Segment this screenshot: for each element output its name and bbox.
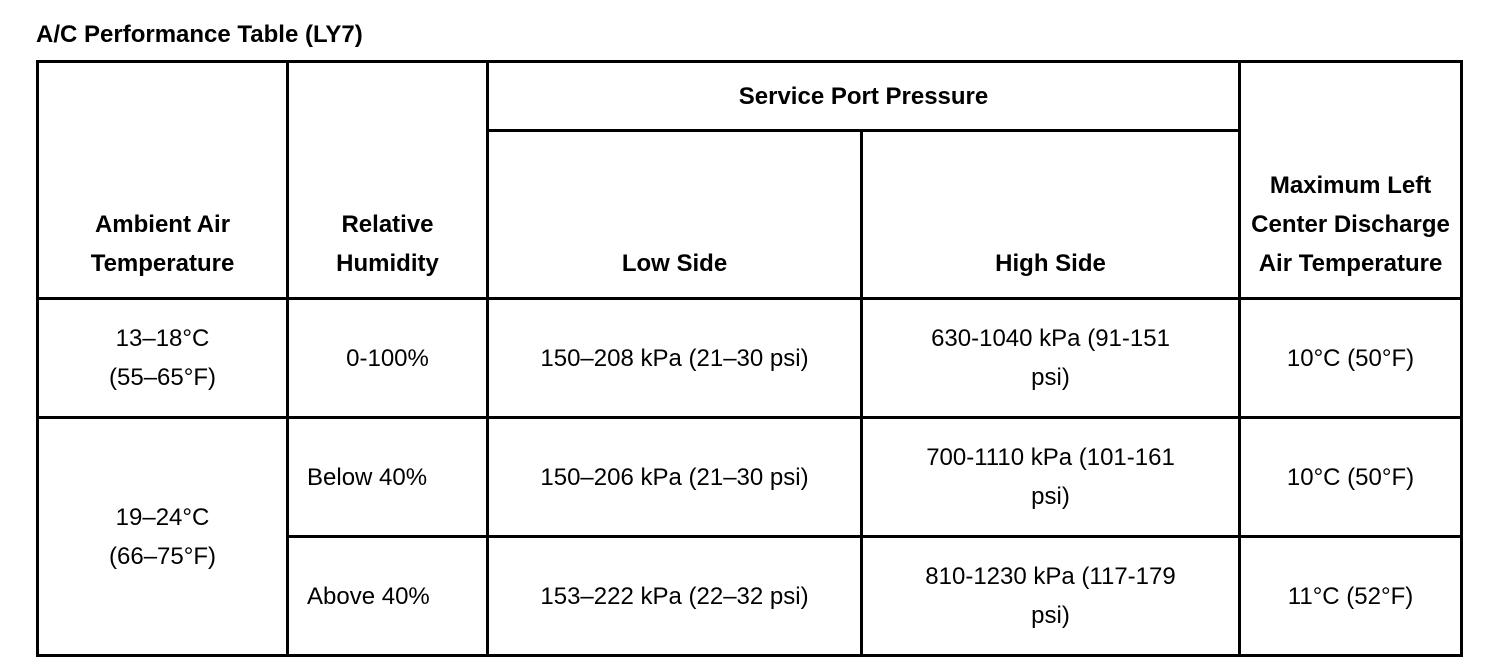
table-row (38, 299, 1462, 418)
cell-relative-humidity: Below 40% (288, 418, 488, 537)
cell-high-side-pressure: 810-1230 kPa (117-179 psi) (862, 537, 1240, 656)
table-row (38, 418, 1462, 537)
header-high-side: High Side (862, 131, 1240, 299)
cell-relative-humidity: Above 40% (288, 537, 488, 656)
cell-low-side-pressure: 150–208 kPa (21–30 psi) (488, 299, 862, 418)
cell-max-discharge-temperature: 10°C (50°F) (1240, 418, 1462, 537)
ac-performance-table (36, 60, 1463, 657)
cell-relative-humidity: 0-100% (288, 299, 488, 418)
header-ambient-air-temperature: Ambient Air Temperature (38, 62, 288, 299)
cell-max-discharge-temperature: 11°C (52°F) (1240, 537, 1462, 656)
cell-ambient-temperature: 13–18°C (55–65°F) (38, 299, 288, 418)
cell-high-side-pressure: 630-1040 kPa (91-151 psi) (862, 299, 1240, 418)
header-low-side: Low Side (488, 131, 862, 299)
cell-max-discharge-temperature: 10°C (50°F) (1240, 299, 1462, 418)
cell-high-side-pressure: 700-1110 kPa (101-161 psi) (862, 418, 1240, 537)
header-relative-humidity: Relative Humidity (288, 62, 488, 299)
header-max-discharge-air-temperature: Maximum Left Center Discharge Air Temperature (1240, 62, 1462, 299)
header-service-port-pressure: Service Port Pressure (488, 62, 1240, 131)
cell-low-side-pressure: 153–222 kPa (22–32 psi) (488, 537, 862, 656)
cell-low-side-pressure: 150–206 kPa (21–30 psi) (488, 418, 862, 537)
table-caption: A/C Performance Table (LY7) (36, 21, 363, 48)
cell-ambient-temperature: 19–24°C (66–75°F) (38, 418, 288, 656)
